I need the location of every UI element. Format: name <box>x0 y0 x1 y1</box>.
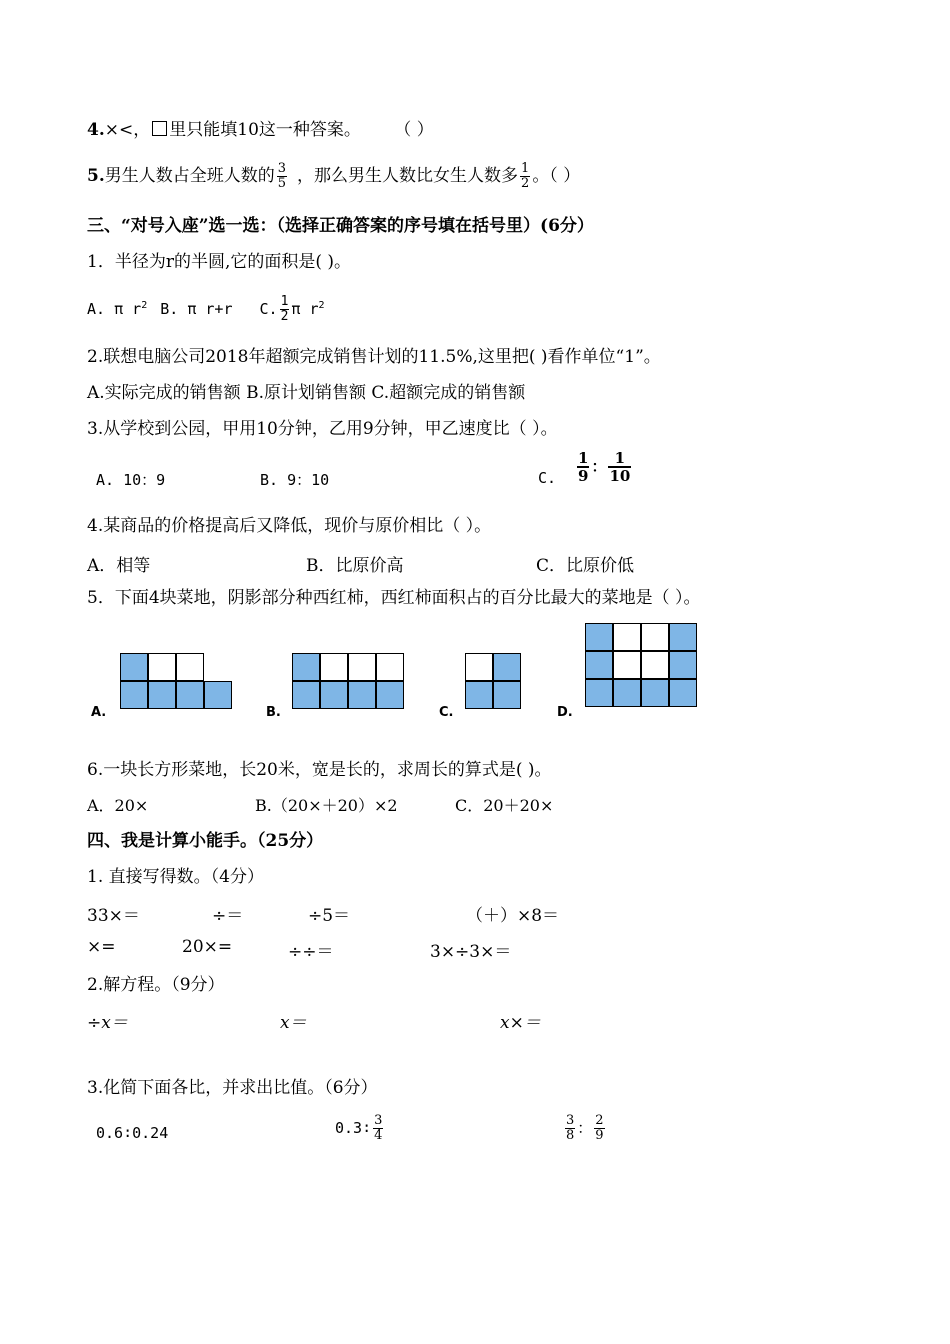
ratio: $\frac{3}{8}$ ： $\frac{2}{9}$ <box>566 1113 604 1143</box>
fraction: $\frac{3}{4}$ <box>374 1113 383 1143</box>
fraction: $\frac{1}{9}$ <box>578 449 589 485</box>
ratio: 0.6∶0.24 <box>96 1124 169 1142</box>
calc-item: 3×÷3×＝ <box>430 942 512 962</box>
choice-q4: 4.某商品的价格提高后又降低，现价与原价相比（ ）。 <box>87 516 492 536</box>
option-a: A．相等 <box>87 556 151 576</box>
choice-q2-options: A.实际完成的销售额 B.原计划销售额 C.超额完成的销售额 <box>87 383 526 403</box>
option-c: C. <box>259 300 278 318</box>
option-c-ratio: $\frac{1}{9}$ ： $\frac{1}{10}$ <box>578 449 631 485</box>
option-c: C．20＋20× <box>455 796 554 815</box>
option-b: B. 9：10 <box>260 471 330 489</box>
calc-item: 33×＝ <box>87 906 140 926</box>
answer-paren[interactable]: （ ） <box>394 120 434 140</box>
q-number: 5. <box>87 166 105 186</box>
option-a: A. 10：9 <box>96 471 166 489</box>
fraction: $\frac{2}{9}$ <box>595 1113 604 1143</box>
grid-label: A. <box>91 705 107 720</box>
calc-q3-title: 3.化简下面各比，并求出比值。（6分） <box>87 1078 378 1098</box>
option-b: B. π r+r <box>160 300 233 318</box>
fraction: $\frac{3}{5}$ <box>277 161 287 191</box>
fraction: $\frac{1}{10}$ <box>609 449 631 485</box>
section-heading-4: 四、我是计算小能手。（25分） <box>87 831 324 851</box>
option-b: B．比原价高 <box>306 556 404 576</box>
calc-item: 20×= <box>182 937 233 957</box>
fraction: $\frac{1}{2}$ <box>280 294 289 324</box>
q-number: 4. <box>87 120 105 140</box>
calc-item: ×= <box>87 937 116 957</box>
q-text: 里只能填10这一种答案。 <box>169 120 361 140</box>
choice-q3: 3.从学校到公园，甲用10分钟，乙用9分钟，甲乙速度比（ ）。 <box>87 419 558 439</box>
calc-q1-title: 1. 直接写得数。（4分） <box>87 867 264 887</box>
choice-q1-options: A. π $r^2$ B. π r+r C. $\frac{1}{2}$ π $r^2$ <box>87 294 325 324</box>
equation: ÷x＝ <box>87 1013 128 1033</box>
answer-paren[interactable]: 。（ ） <box>532 166 581 186</box>
calc-q2-title: 2.解方程。（9分） <box>87 975 225 995</box>
grid-label: C. <box>439 705 454 720</box>
grid-label: B. <box>266 705 281 720</box>
empty-box-icon <box>152 121 167 136</box>
option-c: C．比原价低 <box>536 556 635 576</box>
calc-item: ÷÷＝ <box>288 942 334 962</box>
choice-q5: 5．下面4块菜地，阴影部分种西红柿，西红柿面积占的百分比最大的菜地是（ ）。 <box>87 588 701 608</box>
q-text: ，那么男生人数比女生人数多 <box>297 166 519 186</box>
calc-item: （＋）×8＝ <box>466 906 560 926</box>
option-a: A．20× <box>87 796 149 815</box>
grid-label: D. <box>557 705 573 720</box>
calc-item: ÷＝ <box>212 906 244 926</box>
option-a: A. π r <box>87 300 142 318</box>
equation: x×＝ <box>500 1013 541 1033</box>
q-text: ×<， <box>104 120 151 140</box>
choice-q6: 6.一块长方形菜地，长20米，宽是长的，求周长的算式是( )。 <box>87 760 552 780</box>
fraction: $\frac{1}{2}$ <box>521 161 530 191</box>
option-b: B.（20×＋20）×2 <box>255 796 398 815</box>
ratio: 0.3∶ $\frac{3}{4}$ <box>335 1113 383 1143</box>
option-c: C. <box>538 469 557 487</box>
q-text: 男生人数占全班人数的 <box>104 166 275 186</box>
judge-q4 <box>87 118 434 142</box>
judge-q5 <box>87 162 580 191</box>
choice-q1: 1．半径为r的半圆,它的面积是( )。 <box>87 252 352 272</box>
equation: x＝ <box>280 1013 307 1033</box>
choice-q2: 2.联想电脑公司2018年超额完成销售计划的11.5%,这里把( )看作单位“1”。 <box>87 347 661 367</box>
calc-item: ÷5＝ <box>308 906 351 926</box>
section-heading-3: 三、“对号入座”选一选：（选择正确答案的序号填在括号里）(6分） <box>87 216 594 236</box>
fraction: $\frac{3}{8}$ <box>566 1113 575 1143</box>
